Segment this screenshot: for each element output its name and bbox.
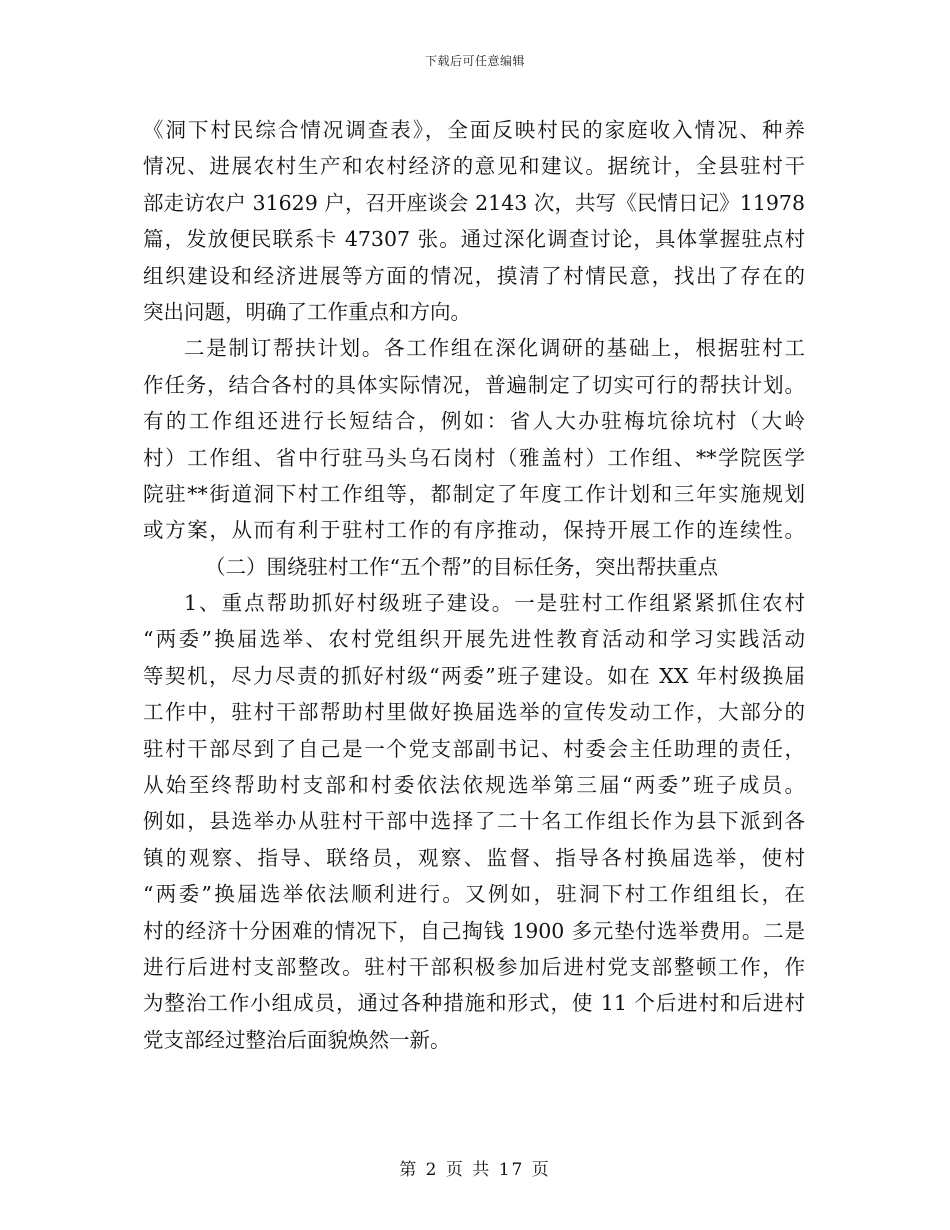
- text-line: 村的经济十分困难的情况下，自己掏钱 1900 多元垫付选举费用。二是: [143, 918, 805, 943]
- text-line: 进行后进村支部整改。驻村干部积极参加后进村党支部整顿工作，作: [143, 954, 805, 979]
- text-line: “两委”换届选举依法顺利进行。又例如，驻洞下村工作组组长，在: [143, 882, 805, 907]
- text-line: 等契机，尽力尽责的抓好村级“两委”班子建设。如在 XX 年村级换届: [143, 663, 805, 688]
- page-header: 下载后可任意编辑: [424, 54, 525, 68]
- text-line: 作任务，结合各村的具体实际情况，普遍制定了切实可行的帮扶计划。: [143, 372, 805, 397]
- text-line: 二是制订帮扶计划。各工作组在深化调研的基础上，根据驻村工: [184, 336, 805, 361]
- body-text: [143, 112, 805, 1058]
- text-line: 情况、进展农村生产和农村经济的意见和建议。据统计，全县驻村干: [143, 154, 805, 179]
- section-heading-text: （二）围绕驻村工作“五个帮”的目标任务，突出帮扶重点: [205, 554, 718, 579]
- page-footer: 第 2 页 共 17 页: [399, 1160, 551, 1180]
- text-line: 为整治工作小组成员，通过各种措施和形式，使 11 个后进村和后进村: [143, 991, 805, 1016]
- text-line: 村）工作组、省中行驻马头乌石岗村（雅盖村）工作组、**学院医学: [143, 445, 805, 470]
- paragraph-team-building: [143, 585, 805, 1058]
- text-line: 1、重点帮助抓好村级班子建设。一是驻村工作组紧紧抓住农村: [184, 591, 805, 616]
- text-line: 组织建设和经济进展等方面的情况，摸清了村情民意，找出了存在的: [143, 263, 805, 288]
- section-heading: [143, 549, 805, 585]
- text-line: 工作中，驻村干部帮助村里做好换届选举的宣传发动工作，大部分的: [143, 700, 805, 725]
- text-line: 或方案，从而有利于驻村工作的有序推动，保持开展工作的连续性。: [143, 518, 805, 543]
- text-line: 部走访农户 31629 户，召开座谈会 2143 次，共写《民情日记》11978: [143, 190, 805, 215]
- text-line: “两委”换届选举、农村党组织开展先进性教育活动和学习实践活动: [143, 627, 805, 652]
- paragraph-survey: [143, 112, 805, 330]
- text-line: 《洞下村民综合情况调查表》，全面反映村民的家庭收入情况、种养: [143, 118, 805, 142]
- text-line: 突出问题，明确了工作重点和方向。: [143, 299, 471, 324]
- text-line: 院驻**街道洞下村工作组等，都制定了年度工作计划和三年实施规划: [143, 481, 805, 506]
- text-line: 篇，发放便民联系卡 47307 张。通过深化调查讨论，具体掌握驻点村: [143, 227, 805, 252]
- text-line: 有的工作组还进行长短结合，例如：省人大办驻梅坑徐坑村（大岭: [143, 409, 805, 434]
- text-line: 党支部经过整治后面貌焕然一新。: [143, 1027, 451, 1052]
- paragraph-plan: [143, 330, 805, 548]
- text-line: 镇的观察、指导、联络员，观察、监督、指导各村换届选举，使村: [143, 845, 805, 870]
- text-line: 从始至终帮助村支部和村委依法依规选举第三届“两委”班子成员。: [143, 773, 805, 798]
- text-line: 驻村干部尽到了自己是一个党支部副书记、村委会主任助理的责任，: [143, 736, 805, 761]
- text-line: 例如，县选举办从驻村干部中选择了二十名工作组长作为县下派到各: [143, 809, 805, 834]
